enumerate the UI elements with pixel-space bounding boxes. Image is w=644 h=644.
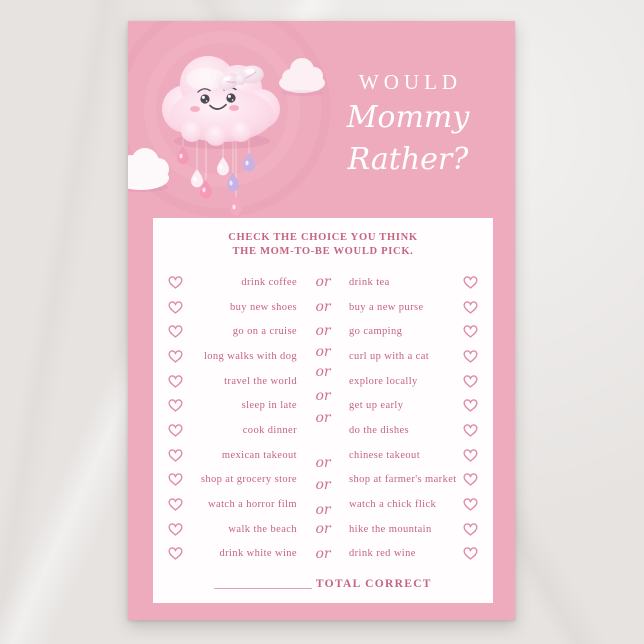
heart-checkbox-right-icon <box>462 448 479 463</box>
choice-rows <box>153 270 493 566</box>
title-rather: Rather? <box>347 142 469 177</box>
choice-row <box>153 270 493 295</box>
main-cloud-icon <box>162 56 280 149</box>
choice-left: drink white wine <box>219 548 297 560</box>
choice-right: do the dishes <box>349 424 410 436</box>
choice-left: watch a horror film <box>208 499 297 511</box>
heart-checkbox-left-icon <box>167 300 184 315</box>
heart-checkbox-right-icon <box>462 324 479 339</box>
answer-panel <box>153 218 493 603</box>
choice-row <box>153 492 493 517</box>
heart-checkbox-right-icon <box>462 497 479 512</box>
choice-left: travel the world <box>224 375 297 387</box>
or-label: or <box>315 455 331 472</box>
or-label: or <box>315 410 331 427</box>
instructions <box>153 218 493 259</box>
heart-checkbox-left-icon <box>167 275 184 290</box>
choice-right: shop at farmer's market <box>349 474 457 486</box>
or-label: or <box>315 476 331 493</box>
choice-row <box>153 468 493 493</box>
choice-row <box>153 542 493 567</box>
raindrop-lavender-icon <box>243 153 255 171</box>
or-label: or <box>315 322 331 339</box>
heart-checkbox-left-icon <box>167 546 184 561</box>
choice-right: explore locally <box>349 375 418 387</box>
choice-right: watch a chick flick <box>349 499 437 511</box>
choice-right: get up early <box>349 400 404 412</box>
or-label: or <box>315 364 331 381</box>
choice-row <box>153 443 493 472</box>
heart-checkbox-right-icon <box>462 546 479 561</box>
title-mommy: Mommy <box>346 100 470 135</box>
heart-checkbox-right-icon <box>462 423 479 438</box>
heart-checkbox-right-icon <box>462 300 479 315</box>
choice-left: sleep in late <box>241 400 297 412</box>
heart-checkbox-right-icon <box>462 398 479 413</box>
choice-row <box>153 295 493 320</box>
choice-row <box>153 319 493 344</box>
heart-checkbox-right-icon <box>462 275 479 290</box>
choice-right: go camping <box>349 326 403 338</box>
card-title <box>333 71 483 178</box>
choice-right: buy a new purse <box>349 301 424 313</box>
heart-checkbox-left-icon <box>167 324 184 339</box>
or-label: or <box>315 545 331 562</box>
heart-checkbox-right-icon <box>462 349 479 364</box>
heart-checkbox-left-icon <box>167 472 184 487</box>
heart-checkbox-right-icon <box>462 522 479 537</box>
or-label: or <box>315 501 331 518</box>
instructions-line-1: CHECK THE CHOICE YOU THINK <box>228 232 418 243</box>
choice-left: cook dinner <box>242 424 297 436</box>
or-label: or <box>315 344 331 361</box>
choice-row <box>153 517 493 542</box>
or-label: or <box>315 521 331 538</box>
heart-checkbox-right-icon <box>462 374 479 389</box>
game-card <box>128 21 515 620</box>
title-would: WOULD <box>358 70 463 94</box>
raindrop-white-icon <box>217 157 229 175</box>
raindrop-pink-icon <box>177 146 189 164</box>
or-label: or <box>315 299 331 316</box>
choice-left: long walks with dog <box>203 350 297 362</box>
heart-checkbox-left-icon <box>167 448 184 463</box>
raindrop-pink-icon <box>230 197 242 215</box>
heart-checkbox-left-icon <box>167 374 184 389</box>
heart-checkbox-right-icon <box>462 472 479 487</box>
total-correct-line <box>153 578 493 590</box>
heart-checkbox-left-icon <box>167 349 184 364</box>
choice-row <box>153 410 493 443</box>
choice-right: drink tea <box>349 276 390 288</box>
or-label: or <box>315 274 331 291</box>
choice-left: shop at grocery store <box>200 474 297 486</box>
or-label: or <box>315 387 331 404</box>
choice-right: chinese takeout <box>349 449 421 461</box>
choice-right: hike the mountain <box>349 523 432 535</box>
choice-left: mexican takeout <box>221 449 297 461</box>
heart-checkbox-left-icon <box>167 423 184 438</box>
heart-checkbox-left-icon <box>167 497 184 512</box>
heart-checkbox-left-icon <box>167 398 184 413</box>
total-correct-blank: _________________ <box>214 578 312 590</box>
instructions-line-2: THE MOM-TO-BE WOULD PICK. <box>232 246 414 257</box>
choice-right: drink red wine <box>349 548 416 560</box>
choice-left: go on a cruise <box>232 326 297 338</box>
choice-right: curl up with a cat <box>349 350 430 362</box>
choice-left: drink coffee <box>241 276 297 288</box>
choice-left: buy new shoes <box>229 301 297 313</box>
choice-left: walk the beach <box>228 523 297 535</box>
total-correct-label: TOTAL CORRECT <box>315 578 432 590</box>
heart-checkbox-left-icon <box>167 522 184 537</box>
